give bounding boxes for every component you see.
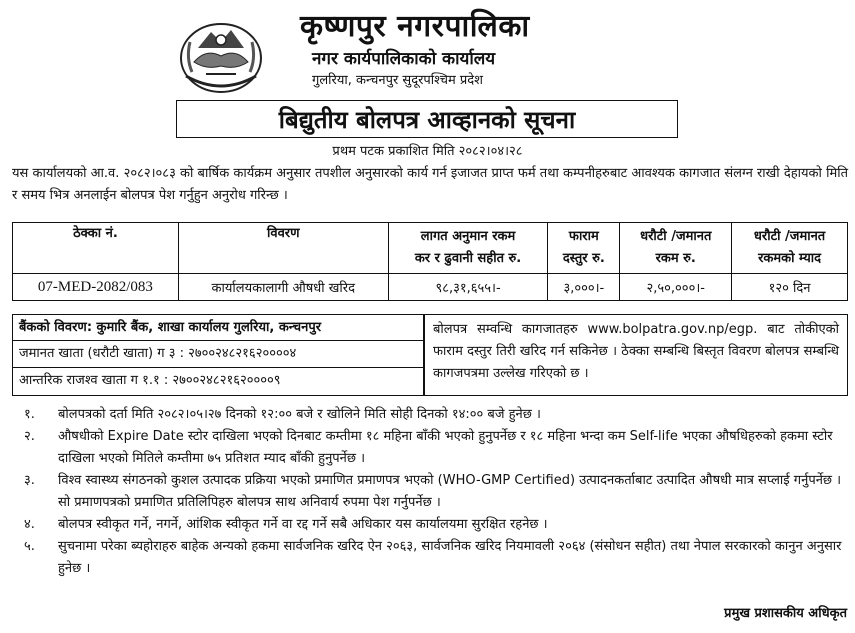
bank-title: बैंकको विवरण: कुमारि बैंक, शाखा कार्यालय गुलरिया, कन्चनपुर (13, 315, 423, 341)
cell-cost: ९८,३१,६५५।- (388, 274, 548, 301)
point-text: सुचनामा परेका ब्यहोराहरु बाहेक अन्यको हकमा सार्वजनिक खरिद ऐन २०६३, सार्वजनिक खरिद नियमावली २०६४ (संसोधन सहीत) तथा नेपाल सरकारको कानुन अनुसार हुनेछ । (58, 539, 842, 576)
header-deposit-line1: धरौटी /जमानत (640, 229, 712, 244)
point-number: ३. (24, 473, 35, 488)
org-name: कृष्णपुर नगरपालिका (300, 9, 530, 44)
bank-details (12, 314, 424, 396)
publish-date: प्रथम पटक प्रकाशित मिति २०८२।०४।२८ (332, 144, 523, 159)
header-form-line2: दस्तुर रु. (562, 251, 605, 266)
office-address: गुलरिया, कन्चनपुर सुदूरपश्चिम प्रदेश (312, 73, 483, 88)
header-cost (388, 223, 548, 274)
list-item (12, 426, 848, 470)
cell-description: कार्यालयकालागी औषधी खरिद (178, 274, 388, 301)
header-cost-line1: लागत अनुमान रकम (420, 229, 516, 244)
documents-note: बोलपत्र सम्वन्धि कागजातहरु www.bolpatra.gov.np/egp. बाट तोकीएको फाराम दस्तुर तिरी खरिद गर्न सकिनेछ । ठेक्का सम्बन्धि बिस्तृत विवरण बोलपत्र सम्बन्धि कागजपत्रमा उल्लेख गरिएको छ । (424, 314, 848, 396)
point-text: विश्व स्वास्थ्य संगठनको कुशल उत्पादक प्रक्रिया भएको प्रमाणित प्रमाणपत्र भएको (WHO-GMP Certified) उत्पादनकर्ताबाट उत्पादित औषधी मात्र सप्लाई गर्नुपर्नेछ । सो प्रमाणपत्रको प्रमाणित प्रतिलिपिहरु बोलपत्र साथ अनिवार्य रुपमा पेश गर्नुपर्नेछ । (58, 473, 842, 510)
deposit-account: जमानत खाता (धरौटी खाता) ग ३ : २७००२४८२१६२००००४ (19, 346, 297, 361)
header-deposit (620, 223, 732, 274)
conditions-list (12, 404, 848, 580)
cell-deposit: २,५०,०००।- (620, 274, 732, 301)
signature-title: प्रमुख प्रशासकीय अधिकृत (724, 606, 847, 621)
point-text: औषधीको Expire Date स्टोर दाखिला भएको दिनबाट कम्तीमा १८ महिना बाँकी भएको हुनुपर्नेछ र १८ महिना भन्दा कम Self-life भएका औषधिहरुको हकमा स्टोर दाखिला भएको मितिले कम्तीमा ७५ प्रतिशत म्याद बाँकी हुनुपर्नेछ । (58, 429, 833, 466)
point-number: ४. (24, 517, 35, 532)
list-item (12, 536, 848, 580)
revenue-account: आन्तरिक राजश्व खाता ग १.१ : २७००२४८२१६२००००९ (13, 367, 423, 393)
nepal-emblem-icon (176, 18, 266, 96)
bid-table (12, 222, 848, 301)
office-name: नगर कार्यपालिकाको कार्यालय (312, 49, 496, 69)
list-item (12, 404, 848, 426)
cell-form-fee: ३,०००।- (548, 274, 620, 301)
point-number: २. (24, 429, 35, 444)
point-text: बोलपत्र स्वीकृत गर्ने, नगर्ने, आंशिक स्वीकृत गर्ने वा रद्द गर्ने सबै अधिकार यस कार्यालयमा सुरक्षित रहनेछ । (58, 517, 548, 532)
point-number: १. (24, 407, 35, 422)
header-cost-line2: कर र ढुवानी सहीत रु. (414, 251, 522, 266)
header-description: विवरण (178, 223, 388, 274)
table-row (13, 274, 848, 301)
notice-title: बिद्युतीय बोलपत्र आव्हानको सूचना (176, 100, 678, 138)
cell-validity: १२० दिन (732, 274, 848, 301)
point-text: बोलपत्रको दर्ता मिति २०८२।०५।२७ दिनको १२:०० बजे र खोलिने मिति सोही दिनको १४:०० बजे हुनेछ । (58, 407, 541, 422)
header-validity-line1: धरौटी /जमानत (753, 229, 826, 244)
header-validity-line2: रकमको म्याद (758, 251, 822, 266)
point-number: ५. (24, 539, 35, 554)
header-contract-no: ठेक्का नं. (13, 223, 179, 274)
table-header-row (13, 223, 848, 274)
header-validity (732, 223, 848, 274)
list-item (12, 470, 848, 514)
header-deposit-line2: रकम रु. (655, 251, 696, 266)
letterhead (0, 0, 855, 102)
cell-contract-no: 07-MED-2082/083 (13, 274, 179, 301)
header-form-fee (548, 223, 620, 274)
header-form-line1: फाराम (568, 229, 599, 244)
intro-paragraph: यस कार्यालयको आ.व. २०८२।०८३ को बार्षिक कार्यक्रम अनुसार तपशील अनुसारको कार्य गर्न इजाजत प्राप्त फर्म तथा कम्पनीहरुबाट आवश्यक कागजात संलग्न राखी देहायको मिति र समय भित्र अनलाईन बोलपत्र पेश गर्नुहुन अनुरोध गरिन्छ । (12, 166, 848, 203)
list-item (12, 514, 848, 536)
